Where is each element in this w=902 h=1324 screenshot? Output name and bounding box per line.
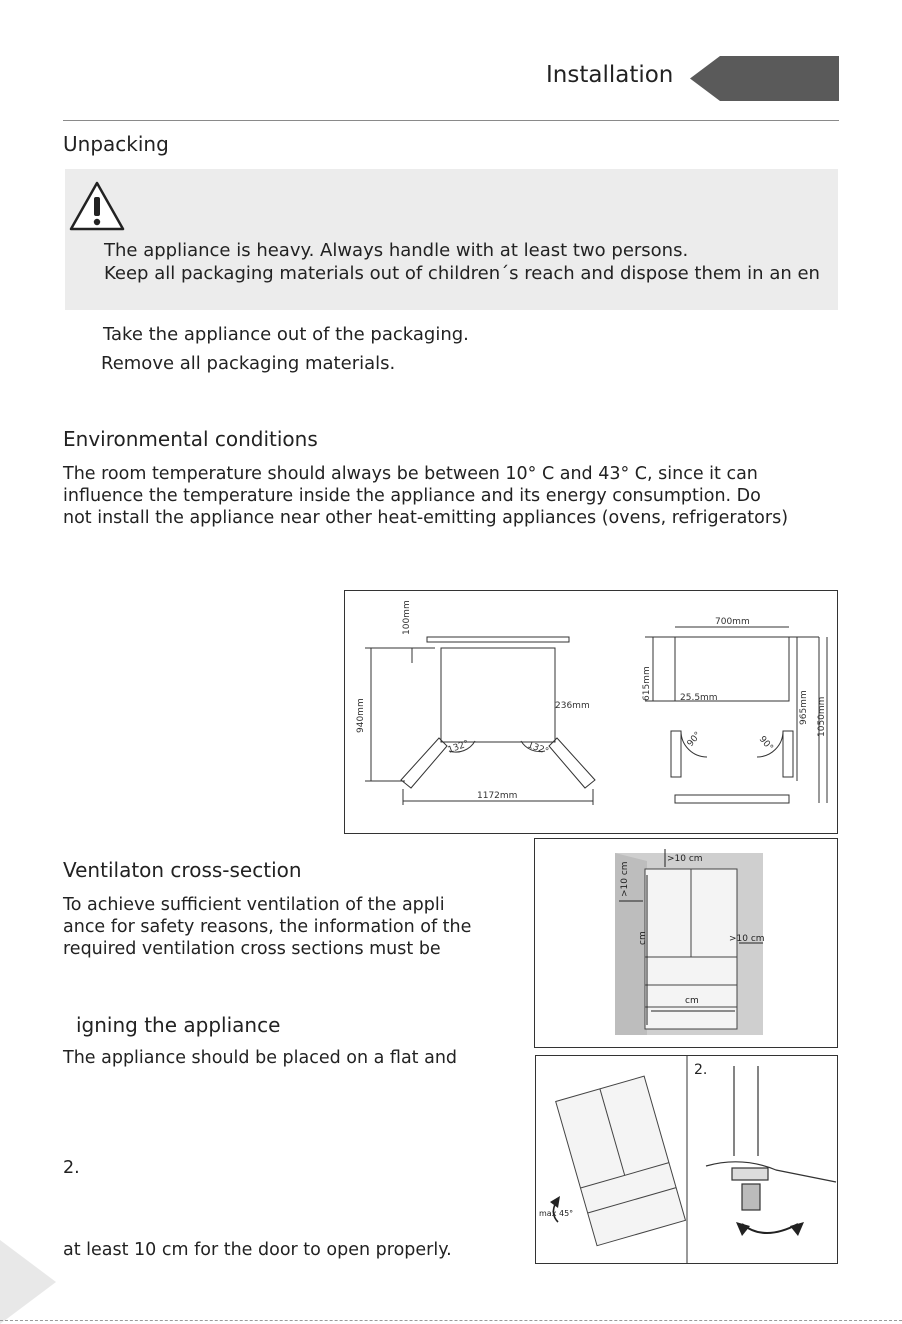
dim-angle-right: 132° bbox=[525, 740, 550, 758]
corner-tab-marker bbox=[0, 1240, 56, 1324]
warning-line-heavy: The appliance is heavy. Always handle with at least two persons. bbox=[104, 240, 689, 261]
aligning-line-3: at least 10 cm for the door to open properly. bbox=[63, 1240, 452, 1260]
environment-heading: Environmental conditions bbox=[63, 427, 318, 451]
step-2-label: 2. bbox=[694, 1062, 708, 1078]
section-tab-marker bbox=[690, 56, 839, 101]
environment-line-2: influence the temperature inside the appliance and its energy consumption. Do bbox=[63, 486, 761, 506]
header-divider bbox=[63, 120, 839, 121]
aligning-heading: igning the appliance bbox=[76, 1013, 281, 1037]
fridge-top-view-2 bbox=[675, 637, 789, 701]
unpacking-step-1: Take the appliance out of the packaging. bbox=[103, 324, 469, 345]
left-door-open bbox=[401, 738, 447, 788]
environment-line-3: not install the appliance near other heat-emitting appliances (ovens, refrigerators) bbox=[63, 508, 789, 528]
rotate-right-arrow bbox=[790, 1222, 804, 1236]
dim-depth-b: 1050mm bbox=[817, 696, 827, 737]
page-title: Installation bbox=[546, 62, 674, 88]
dim-width-open: 1172mm bbox=[477, 791, 518, 801]
tilt-label: max 45° bbox=[539, 1209, 574, 1218]
dim-offset: 25.5mm bbox=[680, 693, 718, 703]
dim-height: 940mm bbox=[356, 698, 366, 733]
aligning-step-2: 2. bbox=[63, 1158, 80, 1178]
unpacking-heading: Unpacking bbox=[63, 132, 169, 156]
unpacking-step-2: Remove all packaging materials. bbox=[101, 353, 396, 374]
dim-angle-a: 90° bbox=[685, 730, 704, 749]
dimensions-diagram bbox=[344, 590, 838, 834]
ventilation-line-1: To achieve sufficient ventilation of the appli bbox=[63, 895, 445, 915]
ventilation-diagram bbox=[534, 838, 838, 1048]
ventilation-line-2: ance for safety reasons, the information of the bbox=[63, 917, 472, 937]
warning-triangle-icon bbox=[68, 180, 126, 232]
fridge-top-view bbox=[441, 648, 555, 742]
vent-top: >10 cm bbox=[667, 854, 703, 864]
dim-top-clearance: 100mm bbox=[402, 600, 412, 635]
ventilation-heading: Ventilaton cross-section bbox=[63, 858, 302, 882]
vent-height: cm bbox=[638, 931, 648, 945]
warning-line-packaging: Keep all packaging materials out of children´s reach and dispose them in an en bbox=[104, 263, 820, 284]
aligning-diagram bbox=[535, 1055, 838, 1264]
countertop-line bbox=[427, 637, 569, 642]
dim-angle-left: 132° bbox=[446, 739, 471, 756]
dim-side: 236mm bbox=[555, 701, 590, 711]
environment-line-1: The room temperature should always be between 10° C and 43° C, since it can bbox=[63, 464, 758, 484]
dim-width: 700mm bbox=[715, 617, 750, 627]
right-door-open bbox=[549, 738, 595, 788]
dim-depth-a: 965mm bbox=[799, 690, 809, 725]
vent-side-right: >10 cm bbox=[729, 934, 765, 944]
dim-depth: 615mm bbox=[642, 666, 652, 701]
page-bottom-edge bbox=[0, 1320, 902, 1322]
vent-width: cm bbox=[685, 996, 699, 1006]
dim-angle-b: 90° bbox=[756, 734, 775, 754]
vent-side-left: >10 cm bbox=[620, 861, 630, 897]
leveling-foot bbox=[732, 1168, 768, 1180]
ventilation-line-3: required ventilation cross sections must be bbox=[63, 939, 441, 959]
aligning-line-1: The appliance should be placed on a flat and bbox=[63, 1048, 458, 1068]
